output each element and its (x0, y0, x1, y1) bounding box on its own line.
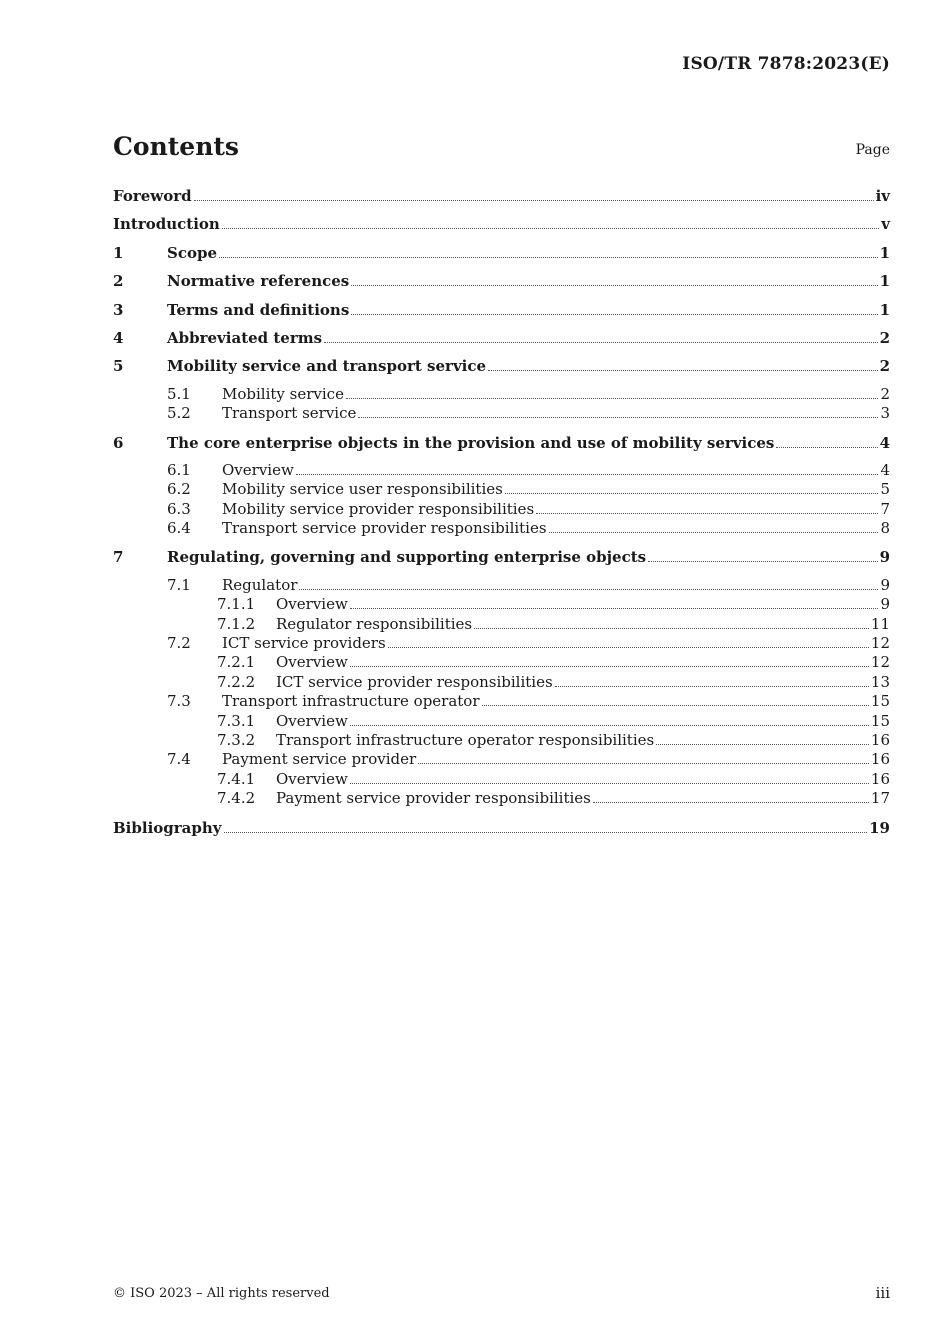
toc-entry[interactable] (113, 731, 890, 750)
toc-entry[interactable] (113, 750, 890, 769)
toc-entry[interactable] (113, 214, 890, 242)
toc-entry-title[interactable]: Terms and definitions (167, 300, 350, 319)
toc-entry-title[interactable]: Mobility service (222, 384, 344, 403)
dot-leader (656, 731, 869, 745)
toc-entry[interactable] (113, 385, 890, 404)
toc-entry-page[interactable]: 9 (879, 548, 890, 567)
toc-entry-number: 7.3 (167, 692, 191, 711)
toc-entry[interactable] (113, 653, 890, 672)
toc-entry-title[interactable]: Payment service provider responsibilities (276, 789, 591, 808)
dot-leader (488, 357, 878, 371)
toc-entry-number: 3 (113, 300, 124, 319)
toc-entry-title[interactable]: Transport service (222, 404, 357, 423)
toc-entry-number: 7.4.1 (217, 769, 256, 788)
toc-entry[interactable] (113, 271, 890, 299)
toc-entry-title[interactable]: Overview (276, 595, 348, 614)
toc-entry-number: 5 (113, 357, 124, 376)
toc-entry[interactable] (113, 356, 890, 384)
toc-entry[interactable] (113, 789, 890, 808)
dot-leader (350, 653, 869, 667)
toc-entry-page[interactable]: 2 (879, 328, 890, 347)
toc-entry[interactable] (113, 300, 890, 328)
toc-entry-title[interactable]: Introduction (113, 215, 220, 234)
toc-entry-title[interactable]: Transport service provider responsibilities (222, 519, 547, 538)
table-of-contents (113, 186, 890, 846)
toc-entry-number: 5.2 (167, 404, 191, 423)
toc-entry-number: 1 (113, 243, 124, 262)
toc-entry-page[interactable]: 1 (879, 243, 890, 262)
toc-entry-number: 7.1.2 (217, 614, 256, 633)
toc-entry-title[interactable]: Mobility service and transport service (167, 357, 487, 376)
toc-entry-title[interactable]: Foreword (113, 187, 192, 205)
dot-leader (350, 595, 879, 609)
dot-leader (593, 789, 869, 803)
toc-entry-page[interactable]: 3 (880, 404, 890, 423)
dot-leader (555, 673, 869, 687)
dot-leader (388, 634, 869, 648)
dot-leader (222, 215, 879, 229)
toc-entry-number: 7.2.1 (217, 653, 256, 672)
dot-leader (418, 750, 869, 764)
toc-entry-number: 5.1 (167, 384, 191, 403)
toc-entry[interactable] (113, 500, 890, 519)
page-column-label: Page (855, 142, 890, 158)
toc-entry[interactable] (113, 595, 890, 614)
dot-leader (299, 576, 878, 590)
toc-entry-number: 7.1.1 (217, 595, 256, 614)
dot-leader (346, 385, 879, 399)
toc-entry-page[interactable]: 5 (880, 480, 890, 499)
toc-entry-number: 7.3.1 (217, 711, 256, 730)
document-id: ISO/TR 7878:2023(E) (682, 54, 890, 74)
toc-entry-title[interactable]: Mobility service provider responsibilities (222, 499, 535, 518)
dot-leader (505, 480, 879, 494)
toc-entry-page[interactable]: 9 (880, 575, 890, 594)
toc-entry-page[interactable]: 19 (869, 818, 890, 837)
toc-entry-title[interactable]: Scope (167, 243, 218, 262)
toc-entry-page[interactable]: 8 (880, 519, 890, 538)
dot-leader (324, 329, 877, 343)
toc-entry-page[interactable]: 16 (870, 730, 890, 749)
toc-entry-title[interactable]: Regulating, governing and supporting enterprise objects (167, 548, 647, 567)
toc-entry-number: 2 (113, 272, 124, 291)
toc-entry-number: 7.2 (167, 634, 191, 653)
toc-entry-page[interactable]: 16 (870, 750, 890, 769)
toc-entry[interactable] (113, 576, 890, 595)
toc-entry-title[interactable]: Overview (276, 653, 348, 672)
toc-entry-page[interactable]: 7 (880, 499, 890, 518)
toc-entry-page[interactable]: 11 (870, 614, 890, 633)
toc-entry[interactable] (113, 433, 890, 461)
dot-leader (194, 187, 874, 201)
toc-entry[interactable] (113, 243, 890, 271)
toc-entry-number: 4 (113, 328, 124, 347)
toc-entry[interactable] (113, 519, 890, 538)
toc-entry-number: 7.2.2 (217, 672, 256, 691)
page-number: iii (875, 1284, 890, 1302)
toc-entry[interactable] (113, 186, 890, 214)
toc-entry-page[interactable]: 9 (880, 595, 890, 614)
toc-entry-page[interactable]: iv (875, 187, 890, 205)
dot-leader (776, 434, 877, 448)
toc-entry-number: 7.4 (167, 750, 191, 769)
dot-leader (358, 404, 878, 418)
dot-leader (350, 770, 869, 784)
toc-entry-title[interactable]: Bibliography (113, 818, 222, 837)
toc-entry[interactable] (113, 770, 890, 789)
toc-entry-title[interactable]: Transport infrastructure operator (222, 692, 480, 711)
dot-leader (296, 461, 879, 475)
toc-entry-number: 6.2 (167, 480, 191, 499)
toc-entry-title[interactable]: Overview (222, 460, 294, 479)
dot-leader (224, 819, 868, 833)
toc-entry-number: 7.1 (167, 575, 191, 594)
dot-leader (219, 244, 878, 258)
toc-entry-page[interactable]: 12 (870, 634, 890, 653)
toc-entry-page[interactable]: 1 (879, 272, 890, 291)
toc-entry-title[interactable]: Transport infrastructure operator responsibilities (276, 730, 655, 749)
toc-entry-title[interactable]: Overview (276, 711, 348, 730)
toc-entry-title[interactable]: Abbreviated terms (167, 328, 323, 347)
dot-leader (351, 301, 877, 315)
toc-entry-number: 6.1 (167, 460, 191, 479)
toc-entry[interactable] (113, 692, 890, 711)
toc-entry-page[interactable]: 4 (879, 433, 890, 452)
toc-entry[interactable] (113, 712, 890, 731)
toc-entry-title[interactable]: Mobility service user responsibilities (222, 480, 503, 499)
toc-entry[interactable] (113, 634, 890, 653)
copyright-notice: © ISO 2023 – All rights reserved (113, 1286, 330, 1301)
dot-leader (536, 500, 878, 514)
toc-entry-page[interactable]: 17 (870, 789, 890, 808)
toc-entry[interactable] (113, 547, 890, 575)
toc-entry-page[interactable]: 15 (870, 711, 890, 730)
toc-entry-page[interactable]: 13 (870, 672, 890, 691)
toc-entry[interactable] (113, 404, 890, 423)
dot-leader (482, 692, 869, 706)
toc-entry[interactable] (113, 328, 890, 356)
toc-entry-page[interactable]: 2 (880, 384, 890, 403)
toc-entry[interactable] (113, 673, 890, 692)
toc-entry[interactable] (113, 461, 890, 480)
dot-leader (549, 519, 879, 533)
toc-entry-number: 7.3.2 (217, 730, 256, 749)
toc-entry[interactable] (113, 818, 890, 846)
dot-leader (648, 548, 877, 562)
toc-entry-page[interactable]: 2 (879, 357, 890, 376)
toc-entry-page[interactable]: v (881, 215, 890, 234)
toc-entry-page[interactable]: 4 (880, 460, 890, 479)
toc-entry-page[interactable]: 12 (870, 653, 890, 672)
toc-entry-title[interactable]: Normative references (167, 272, 350, 291)
page-title: Contents (113, 132, 240, 161)
toc-entry-title[interactable]: Regulator (222, 575, 298, 594)
toc-entry-number: 7 (113, 548, 124, 567)
toc-entry-title[interactable]: Payment service provider (222, 750, 417, 769)
toc-entry-title[interactable]: ICT service providers (222, 634, 386, 653)
dot-leader (351, 272, 877, 286)
toc-entry-page[interactable]: 15 (870, 692, 890, 711)
toc-entry-title[interactable]: Regulator responsibilities (276, 614, 473, 633)
toc-entry-number: 7.4.2 (217, 789, 256, 808)
toc-entry-page[interactable]: 1 (879, 300, 890, 319)
dot-leader (474, 615, 869, 629)
toc-entry[interactable] (113, 615, 890, 634)
toc-entry-number: 6.4 (167, 519, 191, 538)
toc-entry-number: 6.3 (167, 499, 191, 518)
toc-entry-title[interactable]: Overview (276, 769, 348, 788)
toc-entry-title[interactable]: ICT service provider responsibilities (276, 672, 553, 691)
toc-entry-number: 6 (113, 433, 124, 452)
toc-entry-title[interactable]: The core enterprise objects in the provision and use of mobility services (167, 433, 775, 452)
dot-leader (350, 712, 869, 726)
toc-entry-page[interactable]: 16 (870, 769, 890, 788)
toc-entry[interactable] (113, 480, 890, 499)
